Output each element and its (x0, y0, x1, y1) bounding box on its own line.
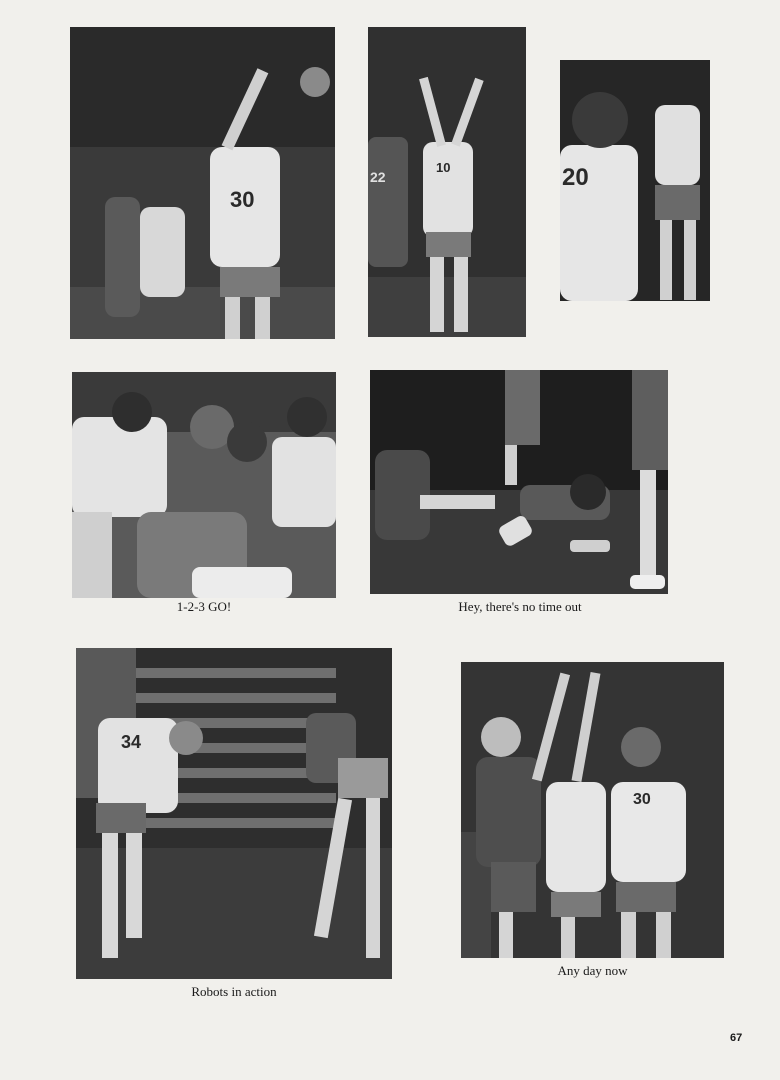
photo-jump-ball (70, 27, 335, 339)
photo-huddle (72, 372, 336, 598)
photo-robots-in-action (76, 648, 392, 979)
photo-floor-scramble (370, 370, 668, 594)
caption-floor: Hey, there's no time out (458, 599, 582, 614)
photo-player-20 (560, 60, 710, 301)
caption-robots: Robots in action (191, 984, 277, 999)
caption-huddle: 1-2-3 GO! (176, 599, 232, 614)
photo-shot-reach (368, 27, 526, 337)
photo-any-day-now (461, 662, 724, 958)
jersey-number: 22 (370, 169, 386, 185)
caption-any-day: Any day now (557, 963, 628, 978)
jersey-number: 34 (121, 732, 142, 752)
jersey-number: 10 (436, 160, 451, 175)
jersey-number: 20 (562, 164, 589, 191)
page-number: 67 (730, 1032, 743, 1044)
jersey-number: 30 (230, 187, 255, 212)
jersey-number: 30 (633, 791, 651, 808)
